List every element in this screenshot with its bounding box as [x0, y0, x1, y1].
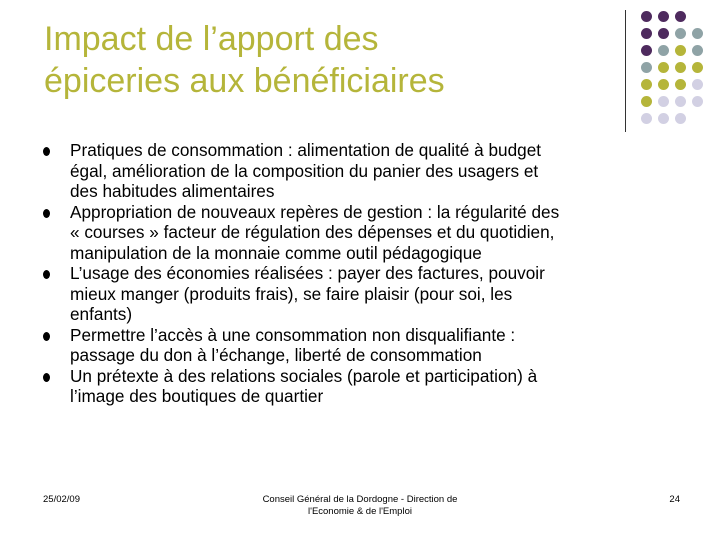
bullet-text-line: Pratiques de consommation : alimentation de qualité à budget: [70, 140, 542, 160]
title-divider-line: [625, 10, 626, 132]
bullet-dot-icon: [43, 270, 50, 279]
decorative-dot: [692, 96, 703, 107]
decorative-dot: [675, 11, 686, 22]
decorative-dot: [675, 28, 686, 39]
footer-organization-line-2: l'Economie & de l'Emploi: [308, 506, 412, 517]
decorative-dot: [675, 79, 686, 90]
bullet-item: [40, 202, 680, 264]
footer-page-number: 24: [669, 494, 680, 505]
footer-organization: [240, 494, 480, 518]
bullet-item: [40, 140, 680, 202]
decorative-dot: [641, 79, 652, 90]
bullet-text-line: mieux manger (produits frais), se faire plaisir (pour soi, les: [70, 283, 513, 304]
bullet-text-line: l’image des boutiques de quartier: [70, 386, 324, 406]
bullet-dot-icon: [43, 147, 50, 156]
bullet-text-line: manipulation de la monnaie comme outil pédagogique: [70, 242, 482, 263]
slide-title: [44, 18, 604, 102]
decorative-dot: [692, 62, 703, 73]
bullet-item: [40, 325, 680, 366]
decorative-dot: [658, 79, 669, 90]
decorative-dot: [641, 96, 652, 107]
decorative-dot: [658, 45, 669, 56]
slide-title-line-1: Impact de l’apport des: [44, 20, 379, 58]
bullet-item: [40, 263, 680, 325]
decorative-dot: [675, 113, 686, 124]
decorative-dot: [675, 96, 686, 107]
decorative-dot: [658, 28, 669, 39]
bullet-text-line: « courses » facteur de régulation des dépenses et du quotidien,: [70, 222, 555, 242]
bullet-text-line: Permettre l’accès à une consommation non disqualifiante :: [70, 324, 516, 345]
decorative-dot: [692, 45, 703, 56]
bullet-text-line: L’usage des économies réalisées : payer des factures, pouvoir: [70, 263, 545, 283]
footer-date: 25/02/09: [43, 494, 80, 505]
decorative-dot: [641, 62, 652, 73]
bullet-dot-icon: [43, 332, 50, 341]
decorative-dot: [692, 28, 703, 39]
decorative-dot: [658, 96, 669, 107]
bullet-text-line: enfants): [70, 304, 133, 324]
decorative-dot: [641, 113, 652, 124]
bullet-text-line: des habitudes alimentaires: [70, 181, 275, 201]
bullet-text-line: Un prétexte à des relations sociales (parole et participation) à: [70, 365, 538, 386]
decorative-dot: [641, 28, 652, 39]
decorative-dot: [658, 11, 669, 22]
decorative-dot: [641, 45, 652, 56]
decorative-dot: [675, 62, 686, 73]
decorative-dot: [692, 79, 703, 90]
decorative-dot: [641, 11, 652, 22]
decorative-dot: [658, 113, 669, 124]
footer-organization-line-1: Conseil Général de la Dordogne - Direction de: [262, 494, 458, 505]
bullet-item: [40, 366, 680, 407]
bullet-list: [40, 140, 680, 407]
decorative-dot: [658, 62, 669, 73]
slide-title-line-2: épiceries aux bénéficiaires: [44, 62, 445, 100]
bullet-dot-icon: [43, 373, 50, 382]
bullet-text-line: Appropriation de nouveaux repères de gestion : la régularité des: [70, 201, 560, 222]
bullet-text-line: passage du don à l’échange, liberté de consommation: [70, 345, 482, 365]
decorative-dot: [675, 45, 686, 56]
bullet-text-line: égal, amélioration de la composition du panier des usagers et: [70, 160, 539, 181]
bullet-dot-icon: [43, 209, 50, 218]
